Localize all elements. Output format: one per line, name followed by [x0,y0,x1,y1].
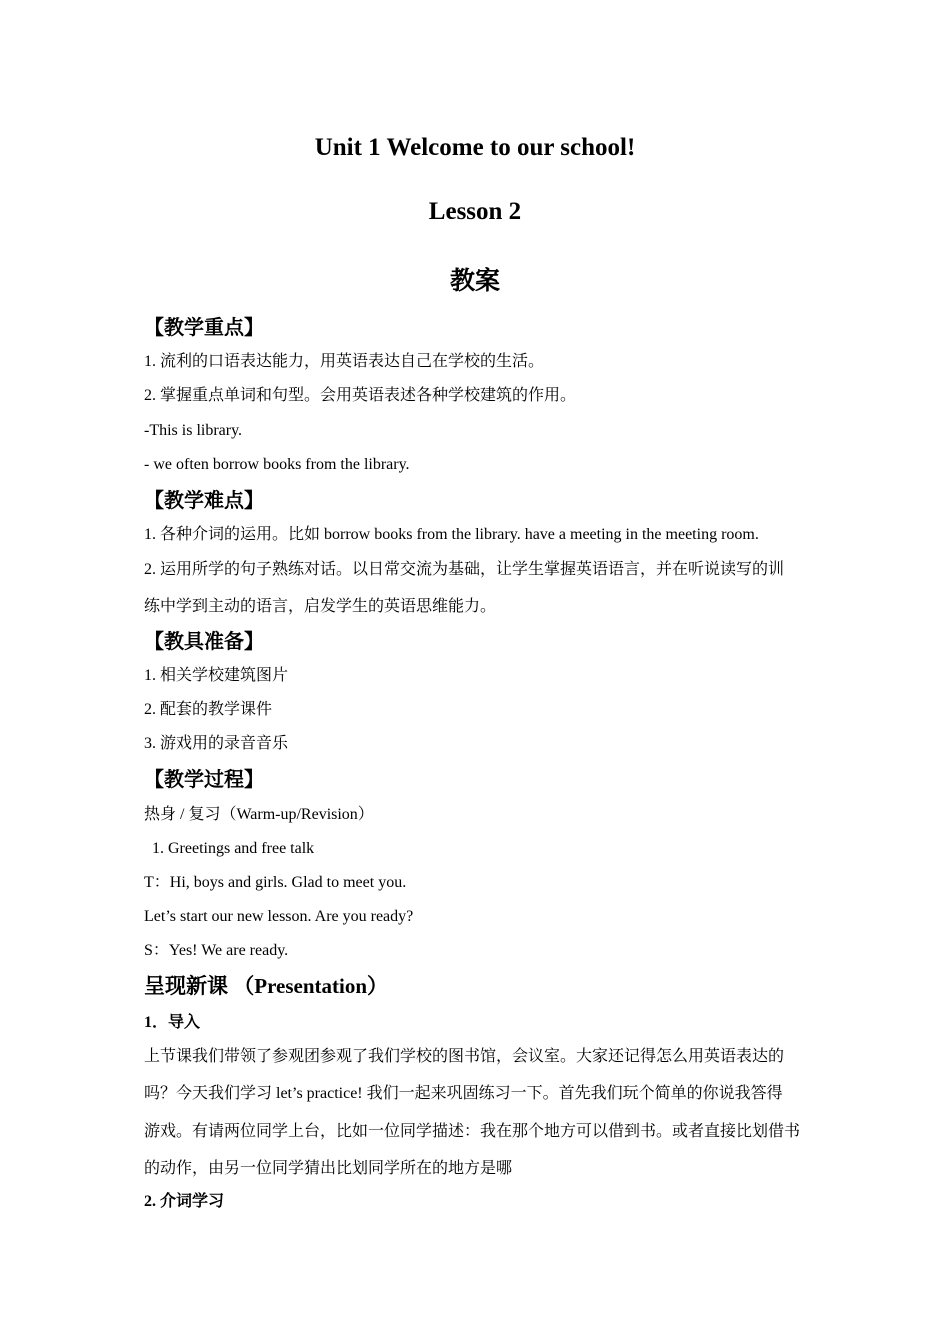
document-title: Unit 1 Welcome to our school! [314,134,636,161]
section-heading-process: 【教学过程】 [144,767,264,791]
process-line: Let’s start our new lesson. Are you ready? [144,908,414,925]
process-line: S：Yes! We are ready. [144,942,289,959]
presentation-paragraph-line: 吗？今天我们学习 let’s practice! 我们一起来巩固练习一下。首先我们玩个简单的你说我答得 [144,1085,783,1102]
material-line: 2. 配套的教学课件 [144,701,273,718]
section-heading-materials: 【教具准备】 [144,629,264,653]
presentation-subheading-intro: 1．导入 [144,1014,201,1031]
key-point-line: -This is library. [144,422,243,439]
process-line: 热身 / 复习（Warm-up/Revision） [144,806,374,823]
difficulty-line: 练中学到主动的语言，启发学生的英语思维能力。 [144,598,497,615]
presentation-paragraph-line: 上节课我们带领了参观团参观了我们学校的图书馆，会议室。大家还记得怎么用英语表达的 [144,1048,785,1065]
presentation-paragraph-line: 游戏。有请两位同学上台，比如一位同学描述：我在那个地方可以借到书。或者直接比划借书 [144,1123,801,1140]
presentation-subheading-prepositions: 2. 介词学习 [144,1193,225,1210]
key-point-line: - we often borrow books from the library. [144,456,410,473]
section-heading-presentation: 呈现新课 （Presentation） [144,974,389,998]
difficulty-line: 1. 各种介词的运用。比如 borrow books from the library. have a meeting in the meeting room. [144,526,759,543]
doc-type-title: 教案 [449,266,500,295]
material-line: 3. 游戏用的录音音乐 [144,735,289,752]
difficulty-line: 2. 运用所学的句子熟练对话。以日常交流为基础，让学生掌握英语语言，并在听说读写的训 [144,561,785,578]
key-point-line: 1. 流利的口语表达能力，用英语表达自己在学校的生活。 [144,353,545,370]
section-heading-key-points: 【教学重点】 [144,315,264,339]
presentation-paragraph-line: 的动作，由另一位同学猜出比划同学所在的地方是哪 [144,1160,513,1177]
process-line: T：Hi, boys and girls. Glad to meet you. [144,874,407,891]
lesson-title: Lesson 2 [428,198,522,225]
material-line: 1. 相关学校建筑图片 [144,667,289,684]
key-point-line: 2. 掌握重点单词和句型。会用英语表述各种学校建筑的作用。 [144,387,577,404]
section-heading-difficulties: 【教学难点】 [144,488,264,512]
process-line: 1. Greetings and free talk [152,840,315,857]
